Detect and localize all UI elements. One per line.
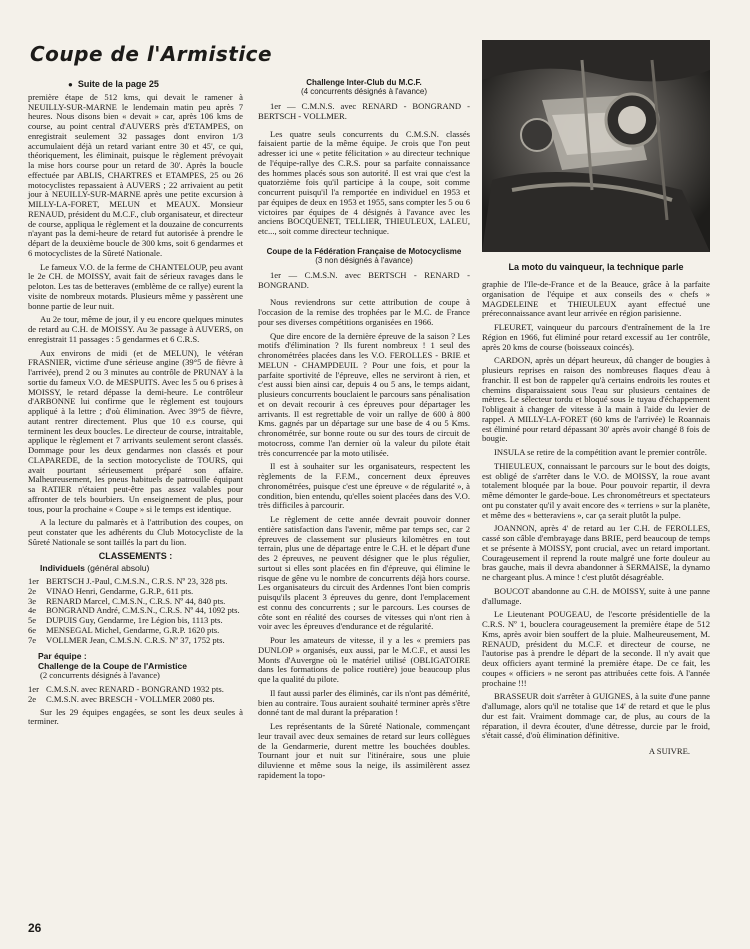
rank-label: 1er <box>28 684 39 694</box>
rank-entry: VOLLMER Jean, C.M.S.N. C.R.S. Nº 37, 1752 pts. <box>46 634 225 645</box>
paragraph: Aux environs de midi (et de MELUN), le vétéran FRASNIER, victime d'une sérieuse angine (39°5 de fièvre à l'arrivée), prend 2 ou 3 minutes au contrôle de PRUNAY à la sortie du fameux V.O. de MESPUITS. Avec les 5 ou 6 prises à MOISSY, le retard dépasse la demi-heure. Le contrôleur d'ARBONNE lui confirme que le règlement est toujours appliqué à la lettre ; d'où élimination. Avec 39°5 de fièvre, autant rentrer directement. Plus que 10 e.s course, qui terminent les deux boucles. Le directeur de course, intraitable, applique le règlement et 7 arrivants seulement seront classés. Dommage pour les deux gendarmes non classés et pour CLAPAREDE, de la section motocycliste de TOURS, qui avait pourtant sérieusement préparé son affaire. Malheureusement, les pneus habituels de patrouille équipant sa RATIER n'étaient peut-être pas assez valables pour affronter de tels bourbiers. Un enseignement de plus, pour tous, pour la prochaine « Coupe » si le temps est identique. <box>28 347 243 514</box>
paragraph: Pour les amateurs de vitesse, il y a les « premiers pas DUNLOP » organisés, eux aussi, par le M.C.F., et aussi les Monts d'Auvergne où le matériel utilisé (OBLIGATOIRE dans les formations de police routière) joue beaucoup plus que la qualité du pilote. <box>258 635 470 684</box>
paragraph: Il faut aussi parler des éliminés, car ils n'ont pas démérité, bien au contraire. Tous auraient souhaité terminer après s'être donné tant de mal durant la préparation ! <box>258 687 470 718</box>
motorcycle-image <box>482 40 710 252</box>
rank-label: 7e <box>28 634 37 645</box>
equipe-title: Challenge de la Coupe de l'Armistice <box>38 661 187 672</box>
continued-from-note: ● Suite de la page 25 <box>68 80 243 90</box>
column-right <box>482 280 710 757</box>
paragraph: Il est à souhaiter sur les organisateurs, respectent les règlements de la F.F.M., concernent deux épreuves chronométrées, puisque c'est une épreuve « de régularité », à condition, bien entendu, qu'elles soient placées dans des V.O. très difficiles à parcourir. <box>258 461 470 511</box>
equipe-sub: (2 concurrents désignés à l'avance) <box>40 670 160 681</box>
paragraph: FLEURET, vainqueur du parcours d'entraînement de la 1re Région en 1966, fut éliminé pour retard excessif au 1er contrôle, après 20 kms de course (boisseaux coincés). <box>482 322 710 352</box>
rank-entry: VINAO Henri, Gendarme, G.R.P., 611 pts. <box>46 585 194 596</box>
paragraph: Nous reviendrons sur cette attribution de coupe à l'occasion de la remise des trophées par le M.C. de France pour ses diverses compétitions organisées en 1966. <box>258 297 470 327</box>
classements-heading: CLASSEMENTS : <box>98 550 173 561</box>
individuels-sub: (général absolu) <box>87 563 150 574</box>
right-paragraphs <box>482 280 710 741</box>
individual-ranking <box>28 577 243 645</box>
coupe-ffm-result: 1er — C.M.S.N. avec BERTSCH - RENARD - BONGRAND. <box>258 269 470 290</box>
left-paragraphs <box>28 93 243 548</box>
rank-label: 2e <box>28 693 37 704</box>
team-ranking <box>28 685 243 705</box>
paragraph: BOUCOT abandonne au C.H. de MOISSY, suite à une panne d'allumage. <box>482 585 710 606</box>
middle-paragraphs-a <box>258 130 470 237</box>
paragraph: INSULA se retire de la compétition avant le premier contrôle. <box>494 447 707 457</box>
paragraph: Que dire encore de la dernière épreuve de la saison ? Les motifs d'élimination ? Ils furent nombreux ! 1 seul des chronométrées placées dans les V.O. FEROLLES - BRIE et MELUN - CHAMPDEUIL ? Pour une fois, et pour la parfaite sportivité de l'épreuve, elles ne serviront à rien, et c'est aussi bien ainsi car, depuis 4 ou 5 ans, le temps aidant, plusieurs concurrents bouclaient le parcours sans pénalisation et on devait recourir à ces épreuves pour départager les arrivants. Il est regrettable de voir un rallye de 600 à 800 Kms. gagnés par un départage sur une base de 4 ou 5 Kms. chronométrée, sur bonne route ou sur des tours de circuit de motocross, comme l'an dernier où la valeur du pilote était très concurrencée par la moto utilisée. <box>258 330 470 458</box>
rank-label: 1er <box>28 576 39 586</box>
rank-entry: C.M.S.N. avec RENARD - BONGRAND 1932 pts. <box>46 684 224 694</box>
column-left <box>28 80 243 727</box>
page-number: 26 <box>28 921 42 935</box>
rank-label: 4e <box>28 605 37 616</box>
to-be-continued: A SUIVRE. <box>648 746 690 756</box>
rank-entry: C.M.S.N. avec BRESCH - VOLLMER 2080 pts. <box>46 693 215 704</box>
rank-entry: MENSEGAL Michel, Gendarme, G.R.P. 1620 pts. <box>46 624 220 635</box>
paragraph: A la lecture du palmarès et à l'attribution des coupes, on peut constater que les adhérents du Club Motocycliste de la Sûreté Nationale se sont taillés la part du lion. <box>28 517 243 547</box>
photo-caption: La moto du vainqueur, la technique parle <box>508 262 684 272</box>
coupe-ffm-heading: Coupe de la Fédération Française de Motocyclisme <box>266 246 462 256</box>
paragraph: Le Lieutenant POUGEAU, de l'escorte présidentielle de la C.R.S. Nº 1, bouclera courageusement la première étape de 512 Kms, après avoir bien souffert de la pluie. Malheureusement, M. RENAUD, président du M.C.F. et directeur de course, ne l'autorise pas à prendre le départ de la seconde. Il n'y avait que deux officiers ayant terminé la première étape. De ce fait, les coupes « officiers » ne seront pas attribuées cette fois. A l'année prochaine !!! <box>482 609 710 688</box>
paragraph: BRASSEUR doit s'arrêter à GUIGNES, à la suite d'une panne d'allumage, alors qu'il ne totalise que 14' de retard et que le plus dur est fait. Vraiment dommage car, de plus, au cours de la réparation, il devra écouter, d'une détresse, durcie par le froid, s'était cassé, d'où élimination définitive. <box>482 691 710 741</box>
paragraph: CARDON, après un départ heureux, dû changer de bougies à plusieurs reprises en raison des nombreuses flaques d'eau à franchir. Il est bon de rappeler qu'à certains endroits les routes et chemins disparaissaient sous l'eau sur plusieurs centaines de mètres. Le sélecteur tordu et bloqué sous le tuyau d'échappement l'obligeait à changer de vitesse à la main à l'aide du levier de rappel. A MILLY-LA-FORET (60 kms de l'arrivée) le Roannais est éliminé pour retard dépassant 30' après avoir changé 8 fois de bougie. <box>482 355 710 444</box>
closing-paragraph: Sur les 29 équipes engagées, se sont les deux seules à terminer. <box>28 706 243 727</box>
paragraph: Les représentants de la Sûreté Nationale, commençant leur travail avec deux semaines de retard sur leurs collègues de la Gendarmerie, durent mettre les bouchées doubles. Tournant jour et nuit sur l'itinéraire, sous une pluie diluvienne et même sous la neige, ils assimilèrent assez rapidement la topo- <box>258 721 470 780</box>
rank-label: 6e <box>28 624 37 635</box>
rank-label: 3e <box>28 595 37 606</box>
paragraph: THIEULEUX, connaissant le parcours sur le bout des doigts, est obligé de s'arrêter dans le V.O. de MOISSY, la roue avant totalement bloquée par la boue. Pour pouvoir repartir, il devra même démonter le garde-boue. Les chronométreurs et spectateurs ont pu constater qu'il y avait encore des « terriens » sur la planète, et même des « betteraviens », car ça serait plutôt la pulpe. <box>482 460 710 520</box>
paragraph: Au 2e tour, même de jour, il y eu encore quelques minutes de retard au C.H. de MOISSY. Au 3e passage à AUVERS, on enregistrait 11 passages : 5 gendarmes et 6 C.R.S. <box>28 314 243 344</box>
equipe-label: Par équipe : <box>38 651 87 662</box>
paragraph: première étape de 512 kms, qui devait le ramener à NEUILLY-SUR-MARNE le lendemain matin peu après 7 heures. Nous disons bien « devait » car, après 106 kms de course, au point central d'AUVERS près d'ETAMPES, on enregistrait seulement 32 passages dont environ 1/3 accumulaient déjà un retard variant entre 30 et 45', ce qui, théoriquement, les éliminait, puisque le règlement prévoyait la mise hors course pour un retard de 30'. Après la boucle effectuée par ABLIS, CHARTRES et ETAMPES, 25 ou 26 motocyclistes repassaient à AUVERS ; 22 arrivaient au petit jour à NEUILLY-SUR-MARNE après une petite excursion à MILLY-LA-FORET, MELUN et MEAUX. Monsieur RENAUD, président du M.C.F., club organisateur, et directeur de course, appliqua le règlement et la douzaine de concurrents n'ayant pas la demi-heure de retard fut autorisée à prendre le départ de la deuxième boucle de 300 kms, soit 6 gendarmes et 6 motocyclistes de la Sûreté Nationale. <box>28 91 243 258</box>
paragraph: JOANNON, après 4' de retard au 1er C.H. de FEROLLES, cassé son câble d'embrayage dans BRIE, perd beaucoup de temps et se présente à MOISSY, pont crucial, avec un retard important. Courageusement il reprend la route malgré une forte douleur au bras gauche, mais il devra abandonner à SERMAISE, la dynamo ne chargeant plus. A mince ! c'est plutôt désagréable. <box>482 523 710 582</box>
individuels-label: Individuels <box>40 563 85 574</box>
column-middle <box>258 78 470 785</box>
coupe-ffm-sub: (3 non désignés à l'avance) <box>315 255 413 265</box>
article-title: Coupe de l'Armistice <box>30 42 273 66</box>
rank-entry: BERTSCH J.-Paul, C.M.S.N., C.R.S. Nº 23, 328 pts. <box>46 576 228 586</box>
challenge-inter-club-result: 1er — C.M.N.S. avec RENARD - BONGRAND - BERTSCH - VOLLMER. <box>258 101 470 121</box>
rank-entry: RENARD Marcel, C.M.S.N., C.R.S. Nº 44, 840 pts. <box>46 595 226 606</box>
paragraph: Le fameux V.O. de la ferme de CHANTELOUP, peu avant le 2e CH. de MOISSY, avait fait de sérieux ravages dans le peloton. Les tas de betteraves (emblème de ce rallye) eurent la visite de nombreux motards. Plusieurs même y passèrent une bonne partie de leur nuit. <box>28 261 243 311</box>
challenge-inter-club-sub: (4 concurrents désignés à l'avance) <box>300 87 428 96</box>
paragraph: graphie de l'Ile-de-France et de la Beauce, grâce à la parfaite organisation de l'équipe et aux conseils des « chefs » MAGDELEINE et THIEULEUX ayant effectué une préreconnaissance avant leur arrivée en région parisienne. <box>482 279 710 319</box>
individuels-heading <box>40 564 243 574</box>
middle-paragraphs-b <box>258 298 470 780</box>
rank-label: 2e <box>28 585 37 596</box>
rank-label: 5e <box>28 615 37 625</box>
ranking-row <box>28 636 243 646</box>
rank-entry: BONGRAND André, C.M.S.N., C.R.S. Nº 44, 1092 pts. <box>46 605 240 616</box>
motorcycle-photo <box>482 40 710 252</box>
paragraph: Les quatre seuls concurrents du C.M.S.N. classés faisaient partie de la même équipe. Je crois que l'on peut adresser ici une « petite félicitation » au directeur technique de l'équipe-rallye des C.R.S. pour sa parfaite connaissance des hommes placés sous son autorité. Il est vrai que c'est la quatorzième fois qu'il participe à la coupe, soit comme concurrent puisqu'il l'a remportée en individuel en 1953 et par équipes de deux en 1953 et 1955, sans compter les 5 ou 6 victoires par équipes de 4 désignés à l'avance avec les anciens BOCQUENET, TELLIER, THIEULEUX, LALEU, etc..., soit comme directeur technique. <box>258 128 470 236</box>
rank-entry: DUPUIS Guy, Gendarme, 1re Légion bis, 1113 pts. <box>46 615 223 625</box>
ranking-row <box>28 695 243 705</box>
paragraph: Le règlement de cette année devrait pouvoir donner entière satisfaction dans l'avenir, même par temps sec, car 2 épreuves de classement sur plusieurs kilomètres en tout terrain, plus une de départage entre le C.H. et le départ d'une des 2 épreuves, ne peuvent désigner que le plus régulier, surtout si elles sont placées en fin d'épreuve, qui élimine le risque de gêne vu le nombre de concurrents déjà hors course. Les organisateurs du circuit des Ardennes l'ont bien compris puisqu'ils placent 3 épreuves du genre, dont l'emplacement est connu des concurrents ; sur le parcours. Les courses de côte sont en réalité des courses de vitesses qui n'ont rien à voir avec les épreuves d'endurance et de régularité. <box>258 514 470 632</box>
challenge-inter-club-heading: Challenge Inter-Club du M.C.F. <box>306 78 422 87</box>
